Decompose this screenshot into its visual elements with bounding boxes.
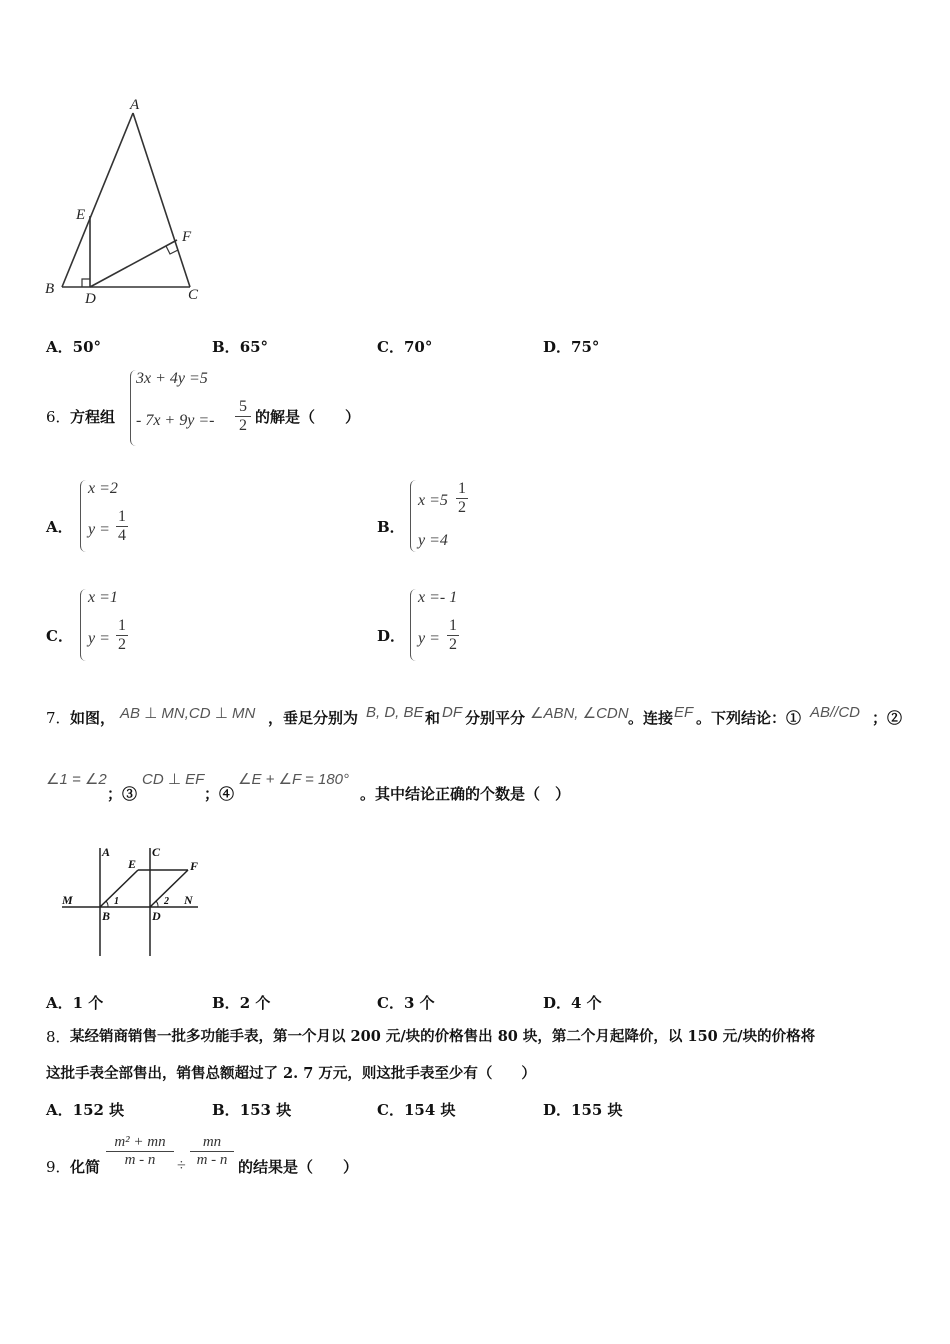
label-b: B [45, 281, 55, 297]
label-m: M [62, 893, 73, 907]
q6-eq2-fraction: 5 2 [235, 398, 251, 435]
q9-divide-sign: ÷ [177, 1157, 186, 1174]
q7-math-8: CD ⊥ EF [142, 771, 205, 788]
q6-option-d-y-left: y = [418, 630, 440, 647]
q7-text-10: 。其中结论正确的个数是（ ） [360, 785, 571, 803]
q7-math-3: DF [442, 704, 462, 721]
label-e: E [76, 207, 86, 223]
q6-option-d-brace [410, 589, 417, 661]
q6-option-c-brace [80, 589, 87, 661]
label-c: C [152, 845, 161, 859]
q8-option-c[interactable]: C．154 块 [377, 1101, 456, 1119]
q6-option-a-x: x =2 [88, 480, 118, 497]
q8-option-a[interactable]: A．152 块 [46, 1101, 125, 1119]
q7-text-8: ；③ [107, 785, 138, 803]
q6-eq2-left: - 7x + 9y =- [136, 412, 215, 429]
q6-option-b-y: y =4 [418, 532, 448, 549]
q9-suffix: 的结果是（ ） [238, 1158, 359, 1176]
q7-option-b[interactable]: B．2 个 [212, 994, 271, 1012]
parallel-lines-figure [58, 840, 208, 960]
q9-number: 9． [46, 1158, 71, 1176]
label-d: D [152, 909, 161, 923]
label-a: A [102, 845, 111, 859]
q7-text-2: ，垂足分别为 [268, 709, 359, 727]
q6-option-b-letter[interactable]: B． [377, 518, 405, 536]
label-angle-1: 1 [114, 896, 119, 907]
q7-math-9: ∠E + ∠F = 180° [238, 771, 350, 788]
q6-option-d-y-fraction: 1 2 [449, 617, 457, 653]
label-angle-2: 2 [164, 896, 169, 907]
q7-text-1: 如图， [70, 709, 116, 727]
q6-eq1: 3x + 4y =5 [136, 370, 208, 387]
label-e: E [128, 857, 137, 871]
label-b: B [102, 909, 111, 923]
q6-number: 6． [46, 408, 71, 426]
q5-option-d[interactable]: D．75° [543, 338, 600, 356]
q7-option-c[interactable]: C．3 个 [377, 994, 435, 1012]
label-n: N [184, 893, 193, 907]
q6-option-c-x: x =1 [88, 589, 118, 606]
q6-option-c-letter[interactable]: C． [46, 627, 73, 645]
q8-option-d[interactable]: D．155 块 [543, 1101, 623, 1119]
q7-math-6: AB//CD [810, 704, 861, 721]
side-ac [133, 113, 190, 287]
q9-fraction-1: m² + mn m - n [106, 1134, 174, 1169]
label-d: D [85, 291, 96, 307]
q6-option-a-y-left: y = [88, 521, 110, 538]
q7-number: 7． [46, 709, 71, 727]
q7-text-6: 。下列结论：① [696, 709, 802, 727]
side-ab [62, 113, 133, 287]
q7-text-3: 和 [425, 709, 441, 727]
triangle-figure [40, 95, 210, 310]
q6-option-b-x-left: x =5 [418, 492, 448, 509]
q6-option-d-x: x =- 1 [418, 589, 458, 606]
q6-option-a-y-fraction: 1 4 [118, 508, 126, 544]
segment-df [150, 870, 188, 907]
q7-text-9: ；④ [204, 785, 235, 803]
q6-option-b-brace [410, 480, 417, 552]
q6-option-c-y-left: y = [88, 630, 110, 647]
q6-option-c-y-fraction: 1 2 [118, 617, 126, 653]
q7-math-5: EF [674, 704, 694, 721]
q6-option-a-brace [80, 480, 87, 552]
q8-line-1: 某经销商销售一批多功能手表，第一个月以 200 元/块的价格售出 80 块，第二个月起降价，以 150 元/块的价格将 [70, 1028, 816, 1045]
q7-math-4: ∠ABN, ∠CDN [530, 705, 629, 722]
label-c: C [188, 287, 199, 303]
segment-be [100, 870, 138, 907]
q7-option-a[interactable]: A．1 个 [46, 994, 104, 1012]
q5-option-c[interactable]: C．70° [377, 338, 433, 356]
q7-math-2: B, D, BE [366, 704, 424, 721]
q5-option-a[interactable]: A．50° [46, 338, 102, 356]
q7-math-1: AB ⊥ MN,CD ⊥ MN [120, 705, 256, 722]
q6-option-a-letter[interactable]: A． [46, 518, 73, 536]
label-f: F [190, 859, 199, 873]
q9-fraction-2: mn m - n [190, 1134, 234, 1169]
q7-text-7: ；② [872, 709, 903, 727]
q6-suffix: 的解是（ ） [255, 408, 361, 426]
q7-option-d[interactable]: D．4 个 [543, 994, 602, 1012]
q6-option-d-letter[interactable]: D． [377, 627, 406, 645]
q7-text-4: 分别平分 [465, 709, 526, 727]
q8-option-b[interactable]: B．153 块 [212, 1101, 292, 1119]
q6-option-b-x-fraction: 1 2 [458, 480, 466, 516]
q7-text-5: 。连接 [628, 709, 674, 727]
label-a: A [130, 97, 140, 113]
q5-option-b[interactable]: B．65° [212, 338, 269, 356]
q9-prefix: 化简 [70, 1158, 101, 1176]
q7-math-7: ∠1 = ∠2 [46, 771, 107, 788]
q6-prefix: 方程组 [70, 408, 116, 426]
q8-line-2: 这批手表全部售出，销售总额超过了 2. 7 万元，则这批手表至少有（ ） [46, 1065, 536, 1082]
q8-number: 8． [46, 1028, 71, 1046]
label-f: F [182, 229, 192, 245]
segment-df [90, 240, 177, 287]
